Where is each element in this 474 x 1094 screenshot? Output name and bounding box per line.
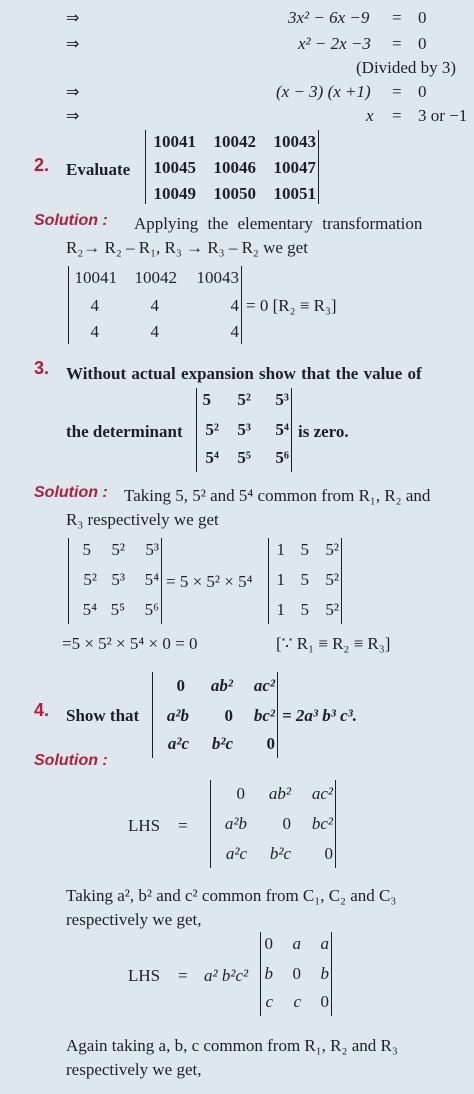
final-reason: [∵ R₁ ≡ R₂ ≡ R₃] [276, 634, 391, 653]
lhs-label: LHS [128, 966, 161, 985]
solution-text: Again taking a, b, c common from R₁, R₂ and R₃ [66, 1036, 398, 1055]
step-rhs: 0 [418, 34, 427, 53]
matrix-cell: a²b [224, 814, 247, 833]
determinant [260, 932, 332, 1016]
solution-label: Solution : [34, 212, 108, 229]
matrix-cell: c [293, 992, 301, 1011]
question-rhs: = 2a³ b³ c³. [282, 706, 358, 725]
matrix-cell: ab² [210, 676, 233, 695]
solution-text: respectively we get, [66, 1060, 202, 1079]
solution-text: R₃ respectively we get [66, 510, 219, 529]
implies-arrow: ⇒ [66, 106, 80, 125]
step-lhs: x² − 2x −3 [298, 34, 371, 53]
matrix-cell: 5⁵ [237, 448, 251, 467]
matrix-cell: a²c [225, 844, 247, 863]
matrix-cell: 5² [111, 540, 125, 559]
matrix-cell: 4 [150, 296, 159, 315]
matrix-cell: 5³ [275, 390, 289, 409]
matrix-cell: 0 [264, 934, 273, 953]
matrix-cell: 5 [82, 540, 91, 559]
determinant [196, 388, 292, 472]
matrix-cell: b [320, 964, 329, 983]
matrix-cell: 10050 [213, 184, 256, 203]
matrix-cell: bc² [253, 706, 275, 725]
matrix-cell: ac² [311, 784, 333, 803]
solution-text: R₂→ R₂ – R₁, R₃ → R₃ – R₂ we get [66, 238, 308, 257]
matrix-cell: 0 [224, 706, 233, 725]
step-rhs: 0 [418, 8, 427, 27]
matrix-cell: 5² [83, 570, 97, 589]
implies-arrow: ⇒ [66, 82, 80, 101]
step-eq: = [392, 82, 402, 101]
matrix-cell: 5⁴ [144, 570, 159, 589]
determinant [210, 780, 336, 868]
matrix-cell: 1 [276, 540, 285, 559]
matrix-cell: 0 [320, 992, 329, 1011]
matrix-cell: 4 [230, 296, 239, 315]
step-lhs: (x − 3) (x +1) [276, 82, 371, 101]
step-eq: = [392, 106, 402, 125]
matrix-cell: 0 [176, 676, 185, 695]
matrix-cell: ab² [268, 784, 291, 803]
determinant [145, 130, 319, 204]
matrix-cell: 4 [230, 322, 239, 341]
matrix-cell: bc² [311, 814, 333, 833]
matrix-cell: 5⁵ [110, 600, 125, 619]
determinant [68, 266, 242, 344]
matrix-cell: 10042 [134, 268, 177, 287]
matrix-cell: 5² [325, 540, 339, 559]
solution-label: Solution : [34, 484, 108, 501]
lhs-label: LHS [128, 816, 161, 835]
matrix-cell: 5 [202, 390, 211, 409]
result-text: = 0 [R₂ ≡ R₃] [246, 296, 337, 315]
solution-text: Applying the elementary transformation [134, 214, 423, 233]
step-rhs: 3 or −1 [418, 106, 468, 125]
matrix-cell: 5³ [111, 570, 125, 589]
step-eq: = [392, 34, 402, 53]
question-number: 2. [34, 155, 50, 175]
matrix-cell: 10043 [196, 268, 239, 287]
matrix-cell: 10043 [273, 132, 316, 151]
question-text: the determinant [66, 422, 183, 441]
matrix-cell: 0 [236, 784, 245, 803]
matrix-cell: 5 [300, 570, 309, 589]
matrix-cell: 1 [276, 600, 285, 619]
matrix-cell: 5⁶ [144, 600, 159, 619]
matrix-cell: 10046 [213, 158, 256, 177]
matrix-cell: 0 [266, 734, 275, 753]
matrix-cell: 0 [324, 844, 333, 863]
implies-arrow: ⇒ [66, 8, 80, 27]
matrix-cell: b²c [269, 844, 291, 863]
matrix-cell: 10049 [153, 184, 196, 203]
matrix-cell: a²c [167, 734, 189, 753]
matrix-cell: 5² [325, 570, 339, 589]
question-text: Without actual expansion show that the value of [66, 364, 422, 383]
factor-text: a² b²c² [204, 966, 249, 985]
step-eq: = [392, 8, 402, 27]
equals-sign: = [178, 966, 188, 985]
question-prompt: Evaluate [66, 160, 131, 179]
solution-text: Taking a², b² and c² common from C₁, C₂ and C₃ [66, 886, 397, 905]
matrix-cell: 5³ [237, 420, 251, 439]
matrix-cell: c [265, 992, 273, 1011]
matrix-cell: a [292, 934, 301, 953]
question-number: 3. [34, 358, 50, 378]
matrix-cell: 10051 [273, 184, 316, 203]
matrix-cell: 4 [150, 322, 159, 341]
determinant [68, 538, 162, 624]
matrix-cell: 0 [292, 964, 301, 983]
matrix-cell: 5 [300, 600, 309, 619]
solution-label: Solution : [34, 752, 108, 769]
matrix-cell: 5² [237, 390, 251, 409]
solution-text: respectively we get, [66, 910, 202, 929]
question-number: 4. [34, 700, 50, 720]
matrix-cell: 5⁶ [275, 448, 289, 467]
matrix-cell: 5² [325, 600, 339, 619]
matrix-cell: 5⁴ [82, 600, 97, 619]
determinant [152, 672, 278, 758]
matrix-cell: ac² [253, 676, 275, 695]
factor-text: = 5 × 5² × 5⁴ [166, 572, 253, 591]
step-rhs: 0 [418, 82, 427, 101]
matrix-cell: a [320, 934, 329, 953]
matrix-cell: 5² [205, 420, 219, 439]
matrix-cell: 4 [90, 296, 99, 315]
matrix-cell: 4 [90, 322, 99, 341]
matrix-cell: 5 [300, 540, 309, 559]
equals-sign: = [178, 816, 188, 835]
final-text: =5 × 5² × 5⁴ × 0 = 0 [62, 634, 198, 653]
matrix-cell: 1 [276, 570, 285, 589]
matrix-cell: 5⁴ [275, 420, 289, 439]
matrix-cell: 5³ [145, 540, 159, 559]
matrix-cell: b [264, 964, 273, 983]
matrix-cell: 10045 [153, 158, 196, 177]
question-text: is zero. [298, 422, 349, 441]
matrix-cell: a²b [166, 706, 189, 725]
step-note: (Divided by 3) [356, 58, 457, 77]
question-prompt: Show that [66, 706, 140, 725]
solution-text: Taking 5, 5² and 5⁴ common from R₁, R₂ and [124, 486, 431, 505]
matrix-cell: b²c [211, 734, 233, 753]
matrix-cell: 10041 [74, 268, 117, 287]
implies-arrow: ⇒ [66, 34, 80, 53]
matrix-cell: 10042 [213, 132, 256, 151]
matrix-cell: 10047 [273, 158, 316, 177]
determinant [268, 538, 342, 624]
matrix-cell: 0 [282, 814, 291, 833]
matrix-cell: 5⁴ [205, 448, 219, 467]
step-lhs: 3x² − 6x −9 [288, 8, 370, 27]
matrix-cell: 10041 [153, 132, 196, 151]
step-lhs: x [366, 106, 374, 125]
